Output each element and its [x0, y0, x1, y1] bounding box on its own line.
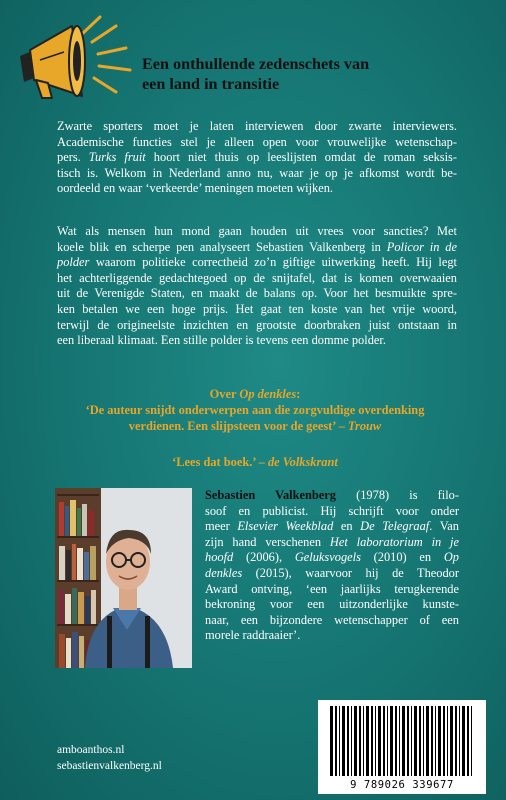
barcode-bar — [438, 706, 441, 776]
text-run: Op denkles — [239, 387, 297, 401]
text-line — [57, 255, 457, 271]
text-run: koele blik en scherpe pen analyseert Sebastien Valkenberg in — [57, 239, 387, 254]
text-run: de Volkskrant — [267, 455, 338, 469]
text-line — [205, 582, 459, 598]
text-run: . Van — [429, 519, 459, 534]
headline — [142, 54, 472, 94]
text-run: oordeeld en waar ‘verkeerde’ meningen moeten wijken. — [57, 181, 334, 196]
text-line — [57, 318, 457, 334]
text-run: pers. — [57, 150, 89, 165]
text-run: Sebastien Valkenberg — [205, 488, 336, 502]
barcode-bar — [366, 706, 369, 776]
text-line — [57, 302, 457, 318]
barcode-bar — [443, 706, 445, 776]
text-line — [40, 402, 470, 418]
text-run: hoofd — [205, 550, 234, 565]
barcode-bar — [402, 706, 405, 776]
text-run: denkles — [205, 565, 243, 580]
barcode-bar — [339, 706, 340, 776]
barcode-bar — [342, 706, 345, 776]
text-run: en — [333, 519, 361, 534]
text-run: Award ontving, ‘een jaarlijks terugkerende — [205, 581, 459, 596]
author-bio — [205, 488, 459, 644]
text-run: Zwarte sporters moet je laten interviewen door zwarte interviewers. — [57, 119, 457, 133]
blurb-paragraph-1 — [57, 119, 457, 197]
text-run: verdienen. Een slijpsteen voor de geest’ – — [128, 419, 348, 433]
review-quote-trouw — [40, 386, 470, 434]
barcode-bar — [426, 706, 429, 776]
barcode-bar — [375, 706, 376, 776]
barcode-bar — [423, 706, 424, 776]
text-line — [40, 386, 470, 402]
text-run: De Telegraaf — [360, 519, 430, 534]
barcode-bar — [330, 706, 333, 776]
text-run: (1978) is filo- — [335, 488, 459, 502]
text-run: een liberaal klimaat. Een stille polder is tevens een domme polder. — [57, 333, 386, 348]
text-run: Op — [443, 550, 459, 565]
text-run: (2015), waarvoor hij de Theodor — [242, 565, 459, 580]
isbn-barcode — [318, 700, 486, 794]
headline-line: een land in transitie — [142, 75, 280, 93]
barcode-bar — [462, 706, 465, 776]
text-run: (2006), — [233, 550, 295, 565]
text-run: naar, een bijzondere wetenschapper of een — [205, 612, 459, 627]
barcode-bar — [363, 706, 364, 776]
barcode-bar — [435, 706, 436, 776]
barcode-bar — [347, 706, 349, 776]
headline-line: Een onthullende zedenschets van — [142, 55, 370, 73]
text-line — [205, 550, 459, 566]
barcode-bar — [383, 706, 385, 776]
barcode-bar — [431, 706, 433, 776]
isbn-digits: 9 789026 339677 — [350, 779, 454, 791]
blurb-paragraph-2 — [57, 224, 457, 349]
text-line — [205, 566, 459, 582]
text-run: : — [296, 387, 301, 401]
text-run: soof en publicist. Hij schrijft voor onder — [205, 503, 459, 518]
text-line — [205, 488, 459, 504]
barcode-bar — [459, 706, 460, 776]
text-run: Elsevier Weekblad — [237, 519, 334, 534]
barcode-bar — [399, 706, 400, 776]
barcode-bar — [351, 706, 352, 776]
text-line — [57, 150, 457, 166]
barcode-bar — [371, 706, 373, 776]
barcode-bar — [414, 706, 417, 776]
review-quote-volkskrant — [40, 454, 470, 470]
text-line — [57, 333, 457, 349]
text-line — [205, 519, 459, 535]
text-run: morele raddraaier’. — [205, 628, 301, 643]
barcode-bar — [447, 706, 448, 776]
text-line — [57, 135, 457, 151]
text-run: Academische functies stel je alleen open voor vrouwelijke wetenschap- — [57, 134, 457, 149]
websites — [57, 742, 162, 774]
text-run: meer — [205, 519, 238, 534]
barcode-bar — [419, 706, 421, 776]
text-run: (2010) en — [360, 550, 444, 565]
text-run: Policor in de — [386, 239, 458, 254]
text-run: polder — [57, 255, 90, 270]
text-line — [57, 224, 457, 240]
text-line — [205, 613, 459, 629]
barcode-bar — [354, 706, 357, 776]
barcode-bar — [411, 706, 412, 776]
text-run: hoort niet thuis op leeslijsten omdat de roman seksis- — [145, 150, 458, 165]
text-line — [205, 504, 459, 520]
text-line — [57, 181, 457, 197]
barcode-bar — [450, 706, 453, 776]
text-run: ‘De auteur snijdt onderwerpen aan die zorgvuldige overdenking — [85, 403, 425, 417]
text-line — [40, 418, 470, 434]
text-run: uit de Verenigde Staten, en maakt de balans op. Voor het besmuikte spre- — [57, 286, 457, 301]
text-line — [57, 286, 457, 302]
text-run: het achterliggende gedachtegoed op de snijtafel, dat is komen overwaaien — [57, 270, 457, 285]
barcode-bar — [390, 706, 393, 776]
text-line — [205, 597, 459, 613]
publisher-url[interactable]: amboanthos.nl — [57, 744, 125, 756]
author-photo — [55, 488, 192, 668]
text-run: Wat als mensen hun mond gaan houden uit vrees voor sancties? Met — [57, 224, 457, 238]
text-run: ken betalen we een hoge prijs. Het gaat ten koste van het vrije woord, — [57, 301, 457, 316]
barcode-bar — [395, 706, 397, 776]
text-run: waarom politieke correctheid zo’n giftige uitwerking heeft. Hij legt — [89, 255, 457, 270]
barcode-bar — [359, 706, 361, 776]
text-run: bekroning voor een uitzonderlijke kunste- — [205, 597, 459, 612]
text-line — [205, 628, 459, 644]
text-run: tisch is. Welkom in Nederland anno nu, waar je op je afkomst wordt be- — [57, 165, 457, 180]
text-line — [57, 119, 457, 135]
barcode-bar — [407, 706, 409, 776]
text-run: Het laboratorium in je — [329, 534, 460, 549]
text-run: terwijl de origineelste inzichten en grootste doorbraken juist ontstaan in — [57, 317, 457, 332]
text-run: ‘Lees dat boek.’ – — [172, 455, 268, 469]
barcode-bar — [335, 706, 337, 776]
text-line — [57, 166, 457, 182]
text-run: Turks fruit — [88, 150, 146, 165]
text-run: Over — [209, 387, 240, 401]
barcode-bar — [378, 706, 381, 776]
text-run: Trouw — [347, 419, 382, 433]
author-url[interactable]: sebastienvalkenberg.nl — [57, 760, 162, 772]
text-line — [57, 240, 457, 256]
text-line — [57, 271, 457, 287]
barcode-bar — [467, 706, 469, 776]
barcode-bar — [387, 706, 388, 776]
text-run: zijn hand verschenen — [205, 534, 330, 549]
barcode-bar — [471, 706, 472, 776]
text-line — [205, 535, 459, 551]
text-run: Geluksvogels — [294, 550, 361, 565]
barcode-bar — [455, 706, 457, 776]
megaphone-icon — [12, 12, 142, 108]
text-line — [40, 454, 470, 470]
